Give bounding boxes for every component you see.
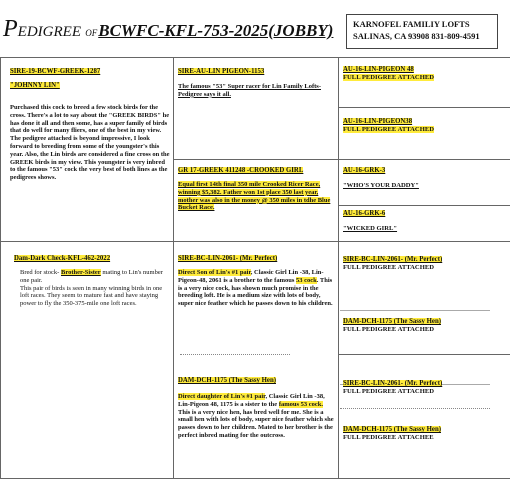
title-of: OF	[85, 28, 98, 38]
gp2-note: FULL PEDIGREE ATTACHED	[343, 264, 434, 271]
dotted-separator-2	[340, 408, 490, 409]
title-initial: P	[3, 16, 18, 42]
gp2-band: DAM-DCH-1175 (The Sassy Hen)	[343, 426, 441, 433]
gp-note: "WHO'S YOUR DADDY"	[343, 182, 419, 189]
loft-info-box	[346, 14, 498, 49]
gp-cell-4	[343, 210, 507, 233]
gp2-cell-4	[343, 426, 507, 442]
subject-band: SIRE-19-BCWF-GREEK-1287	[10, 68, 101, 75]
subject-description: Purchased this cock to breed a few stock birds for the cross. There's a lot to say about the "GREEK BIRDS" he has done it all and then some, has a super family of birds that do well for many fliers, one of the best in my view. The pedigree attached is beyond impressive, I look forward to breeding from some of the youngster's this year. Also, the Lin birds are considered a fine cross on the GREEK birds in my view. This youngster is very inbred to the famous "53" cock the very best of both lines as the pedigrees shows.	[10, 104, 170, 182]
gp-cell-3	[343, 167, 507, 190]
grid-line-mid	[0, 241, 510, 242]
gp2-note: FULL PEDIGREE ATTACHED	[343, 326, 434, 333]
dam-dam-text: Direct daughter of Lin's #1 pair, Classic Girl Lin -38, Lin-Pigeon 48, 1175 is a sister to the famous 53 cock. This is a very nice hen, has bred well for me. She is a small hen with lots of body, super nice feather which she passes down to her children. Mated to her brother is the perfect inbred mating for the outcross.	[178, 393, 334, 439]
gp2-note: FULL PEDIGREE ATTACHED	[343, 388, 434, 395]
title-code: BCWFC-KFL-753-2025(JOBBY)	[98, 21, 334, 40]
sire-dam-band: GR 17-GREEK 411248 -CROOKED GIRL	[178, 167, 304, 174]
dam-sire-band: SIRE-BC-LIN-2061- (Mr. Perfect)	[178, 255, 278, 262]
gp-note: "WICKED GIRL"	[343, 225, 398, 232]
grid-line-faint-1	[340, 310, 490, 311]
loft-address: SALINAS, CA 93908 831-809-4591	[353, 31, 480, 41]
dam-sire-text: Direct Son of Lin's #1 pair, Classic Girl Lin -38, Lin-Pigeon-48, 2061 is a brother to the famous 53 cock. This is a very nice cock, has shown much promise in the breeding loft. He is a medium size with lots of body, super nice feather which he passes down to his children.	[178, 269, 333, 308]
gp2-note: FULL PEDIGREE ATTACHEE	[343, 434, 434, 441]
gp-band: AU-16-GRK-6	[343, 210, 386, 217]
gp-band: AU-16-LIN-PIGEON 48	[343, 66, 414, 73]
gp-note: FULL PEDIGREE ATTACHED	[343, 126, 434, 133]
dam-band: Dam-Dark Check-KFL-462-2022	[14, 255, 111, 262]
dotted-separator	[180, 354, 290, 355]
loft-name: KARNOFEL FAMILIY LOFTS	[353, 19, 470, 29]
sire-sire-band: SIRE-AU-LIN PIGEON-1153	[178, 68, 265, 75]
gp2-cell-3	[343, 380, 507, 396]
gp2-band: SIRE-BC-LIN-2061- (Mr. Perfect)	[343, 256, 443, 263]
dam-text: Bred for stock- Brother-Sister mating to Lin's number one pair.	[20, 269, 163, 284]
dam-dam-cell	[178, 377, 334, 440]
gp-cell-2	[343, 118, 507, 134]
gp-band: AU-16-GRK-3	[343, 167, 386, 174]
sire-dam-cell	[178, 167, 334, 212]
gp2-cell-1	[343, 256, 507, 272]
grid-line-col2	[338, 57, 339, 479]
grid-line-sire-split	[173, 159, 510, 160]
grid-line-left	[0, 57, 1, 479]
dam-dam-band: DAM-DCH-1175 (The Sassy Hen)	[178, 377, 276, 384]
gp-band: AU-16-LIN-PIGEON38	[343, 118, 413, 125]
subject-cell	[10, 68, 170, 182]
gp2-band: SIRE-BC-LIN-2061- (Mr. Perfect)	[343, 380, 443, 387]
pedigree-title	[3, 16, 335, 43]
gp2-cell-2	[343, 318, 507, 334]
grid-line-bottom	[0, 478, 510, 479]
dam-text-2: This pair of birds is seen in many winning birds in one loft races. They seem to mature fast and have staying power to fly the 350-375-mile one loft races.	[20, 284, 163, 308]
grid-line-col1	[173, 57, 174, 479]
title-word: EDIGREE	[17, 24, 81, 40]
grid-line-top	[0, 57, 510, 58]
sire-sire-cell	[178, 68, 334, 99]
grid-line-gp3	[338, 205, 510, 206]
sire-sire-text: The famous "53" Super racer for Lin Family Lofts-Pedigree says it all.	[178, 83, 321, 98]
grid-line-gp1	[338, 107, 510, 108]
grid-line-gp2-mid	[338, 354, 510, 355]
subject-name: "JOHNNY LIN"	[10, 82, 60, 89]
gp2-band: DAM-DCH-1175 (The Sassy Hen)	[343, 318, 441, 325]
gp-cell-1	[343, 66, 507, 82]
sire-dam-text: Equal first 14th final 350 mile Crooked Ricer Race, winning $5,382. Father won 1st place 350 last year, mother was also in the money @ 350 miles in tdhe Blue Bucket Race.	[178, 181, 331, 212]
dam-cell	[14, 255, 169, 308]
dam-sire-cell	[178, 255, 334, 308]
gp-note: FULL PEDIGREE ATTACHED	[343, 74, 434, 81]
